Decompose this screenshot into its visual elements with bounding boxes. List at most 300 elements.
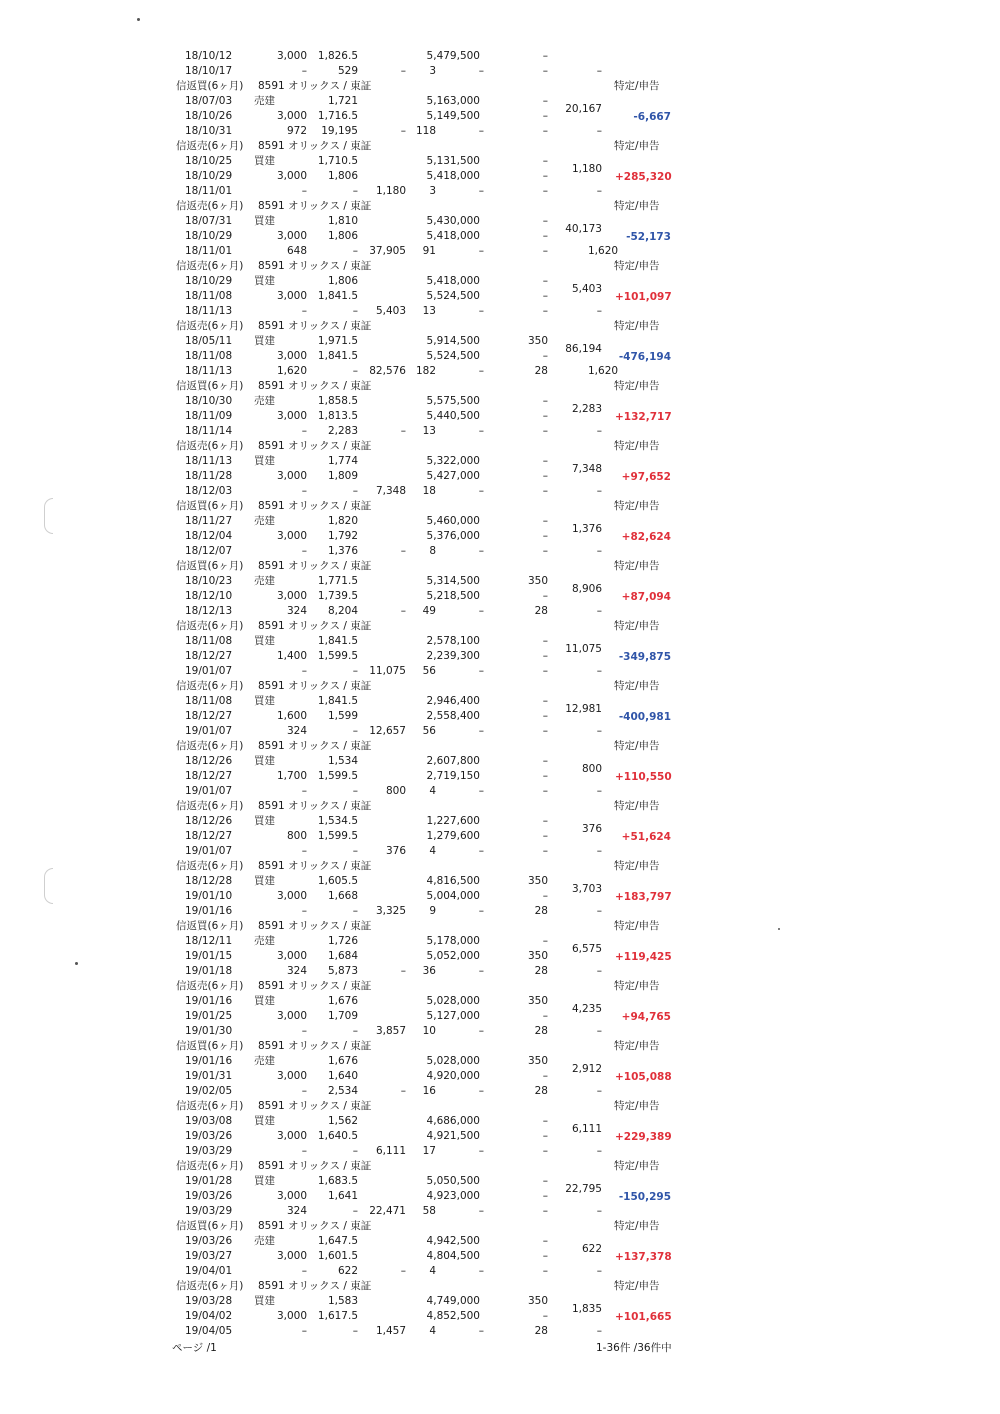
- trade-header-row: [0, 980, 1000, 993]
- table-row: [0, 215, 1000, 228]
- cell-kind: 売建: [254, 575, 275, 587]
- account-type-tag: 特定/申告: [614, 440, 660, 452]
- table-row: [0, 1063, 1000, 1083]
- cell-kind: 買建: [254, 875, 275, 887]
- cell-amt: 5,218,500: [426, 590, 480, 602]
- cost-total-value: 1,835: [571, 1303, 602, 1315]
- trade-type-label: 信返買(6ヶ月): [176, 1220, 244, 1232]
- cell-amt: 5,418,000: [426, 230, 480, 242]
- cost-total-value: 2,283: [571, 403, 602, 415]
- cell-price: 622: [337, 1265, 358, 1277]
- cell-amt: 5,575,500: [426, 395, 480, 407]
- cost-total-value: 6,111: [571, 1123, 602, 1135]
- cell-date: 18/12/03: [185, 485, 233, 497]
- profit-loss-value: +137,378: [615, 1251, 672, 1263]
- cell-date: 18/07/31: [185, 215, 233, 227]
- cost-total-value: 4,235: [571, 1003, 602, 1015]
- cell-fee: –: [542, 305, 548, 317]
- cell-amt: 4,816,500: [426, 875, 480, 887]
- trade-header-row: [0, 1160, 1000, 1173]
- cell-fee: –: [542, 845, 548, 857]
- table-row: [0, 395, 1000, 408]
- cell-date: 18/05/11: [185, 335, 233, 347]
- cell-dash7: –: [596, 1145, 602, 1157]
- cell-fee: –: [542, 245, 548, 257]
- cell-amt: 4,920,000: [426, 1070, 480, 1082]
- cell-small: 182: [415, 365, 436, 377]
- cell-kind: 買建: [254, 155, 275, 167]
- cell-date: 18/11/27: [185, 515, 233, 527]
- cost-total-value: 86,194: [565, 343, 602, 355]
- cell-qty: 1,700: [276, 770, 307, 782]
- account-type-tag: 特定/申告: [614, 740, 660, 752]
- cell-kind: 売建: [254, 515, 275, 527]
- cell-price: –: [352, 905, 358, 917]
- cell-price: 1,647.5: [317, 1235, 358, 1247]
- cell-dash5: –: [478, 245, 484, 257]
- trade-header-row: [0, 1100, 1000, 1113]
- cell-qty: –: [301, 425, 307, 437]
- cell-date: 19/01/28: [185, 1175, 233, 1187]
- cell-amt: 4,804,500: [426, 1250, 480, 1262]
- cell-qty: –: [301, 1085, 307, 1097]
- cell-price: 1,676: [327, 995, 358, 1007]
- cell-fee: –: [542, 170, 548, 182]
- cell-mid: –: [400, 965, 406, 977]
- table-row: [0, 583, 1000, 603]
- cell-small: 4: [429, 785, 436, 797]
- cell-small: 3: [429, 185, 436, 197]
- cell-mid: 82,576: [369, 365, 406, 377]
- cell-date: 18/11/09: [185, 410, 233, 422]
- security-name: 8591 オリックス / 東証: [258, 260, 372, 272]
- cell-price: 1,605.5: [317, 875, 358, 887]
- cell-date: 19/03/27: [185, 1250, 233, 1262]
- cell-fee: –: [542, 395, 548, 407]
- cell-amt: 5,004,000: [426, 890, 480, 902]
- cell-mid: 5,403: [375, 305, 406, 317]
- table-row: [0, 575, 1000, 588]
- security-name: 8591 オリックス / 東証: [258, 560, 372, 572]
- trade-type-label: 信返売(6ヶ月): [176, 740, 244, 752]
- trade-type-label: 信返売(6ヶ月): [176, 1280, 244, 1292]
- trade-header-row: [0, 1220, 1000, 1233]
- cell-fee: –: [542, 110, 548, 122]
- cell-amt: 5,418,000: [426, 275, 480, 287]
- cell-amt: 5,376,000: [426, 530, 480, 542]
- cell-date: 18/10/25: [185, 155, 233, 167]
- cell-fee: 350: [527, 335, 548, 347]
- cell-dash7: –: [596, 1025, 602, 1037]
- cell-fee: 350: [527, 575, 548, 587]
- cell-price: 1,534: [327, 755, 358, 767]
- cell-price: 1,806: [327, 170, 358, 182]
- cell-date: 18/12/28: [185, 875, 233, 887]
- security-name: 8591 オリックス / 東証: [258, 860, 372, 872]
- cell-qty: 3,000: [276, 1130, 307, 1142]
- cell-price: 1,562: [327, 1115, 358, 1127]
- cell-mid: 800: [385, 785, 406, 797]
- cell-small: 49: [422, 605, 436, 617]
- profit-loss-value: +87,094: [621, 591, 671, 603]
- cell-dash5: –: [478, 905, 484, 917]
- cell-qty: –: [301, 485, 307, 497]
- cell-kind: 売建: [254, 1055, 275, 1067]
- trade-header-row: [0, 260, 1000, 273]
- cell-price: 1,820: [327, 515, 358, 527]
- cell-fee: 350: [527, 950, 548, 962]
- cell-small: 58: [422, 1205, 436, 1217]
- trade-type-label: 信返買(6ヶ月): [176, 920, 244, 932]
- cell-qty: 1,400: [276, 650, 307, 662]
- cost-total-value: 1,180: [571, 163, 602, 175]
- cell-kind: 買建: [254, 275, 275, 287]
- cell-price: 1,810: [327, 215, 358, 227]
- cell-fee: –: [542, 755, 548, 767]
- security-name: 8591 オリックス / 東証: [258, 740, 372, 752]
- cell-date: 18/12/27: [185, 650, 233, 662]
- cell-fee: –: [542, 1205, 548, 1217]
- cell-qty: –: [301, 1025, 307, 1037]
- cell-dash7: –: [596, 665, 602, 677]
- cell-fee: –: [542, 125, 548, 137]
- table-row: [0, 1235, 1000, 1248]
- cell-fee: 28: [534, 1025, 548, 1037]
- cell-price: 1,599: [327, 710, 358, 722]
- cell-qty: –: [301, 1145, 307, 1157]
- cell-amt: 5,418,000: [426, 170, 480, 182]
- profit-loss-value: -6,667: [633, 111, 671, 123]
- cell-mid: –: [400, 605, 406, 617]
- table-row: [0, 163, 1000, 183]
- table-row: [0, 845, 1000, 858]
- cost-total-value: 7,348: [571, 463, 602, 475]
- table-row: [0, 95, 1000, 108]
- cell-amt: 5,028,000: [426, 1055, 480, 1067]
- cell-date: 19/01/16: [185, 995, 233, 1007]
- profit-loss-value: +183,797: [615, 891, 672, 903]
- cell-amt: 5,028,000: [426, 995, 480, 1007]
- cell-mid: 22,471: [369, 1205, 406, 1217]
- cell-dash7: –: [596, 1205, 602, 1217]
- cell-fee: –: [542, 1115, 548, 1127]
- table-row: [0, 883, 1000, 903]
- cell-small: 17: [422, 1145, 436, 1157]
- table-row: [0, 1115, 1000, 1128]
- cell-fee: –: [542, 695, 548, 707]
- cell-date: 18/12/27: [185, 710, 233, 722]
- cell-fee: –: [542, 95, 548, 107]
- cell-date: 18/12/11: [185, 935, 233, 947]
- cell-price: 19,195: [321, 125, 358, 137]
- cell-price: –: [352, 725, 358, 737]
- cell-fee: –: [542, 1190, 548, 1202]
- table-row: [0, 425, 1000, 438]
- cell-price: 1,739.5: [317, 590, 358, 602]
- security-name: 8591 オリックス / 東証: [258, 1220, 372, 1232]
- cell-price: 1,710.5: [317, 155, 358, 167]
- account-type-tag: 特定/申告: [614, 320, 660, 332]
- cell-amt: 1,279,600: [426, 830, 480, 842]
- cell-date: 18/12/04: [185, 530, 233, 542]
- cell-fee: –: [542, 1175, 548, 1187]
- cell-amt: 2,239,300: [426, 650, 480, 662]
- cell-price: 1,668: [327, 890, 358, 902]
- cell-price: –: [352, 1025, 358, 1037]
- cell-qty: 3,000: [276, 1250, 307, 1262]
- table-row: [0, 1145, 1000, 1158]
- cell-small: 3: [429, 65, 436, 77]
- table-row: [0, 515, 1000, 528]
- table-row: [0, 943, 1000, 963]
- cell-fee: –: [542, 530, 548, 542]
- table-row: [0, 1003, 1000, 1023]
- account-type-tag: 特定/申告: [614, 980, 660, 992]
- cell-dash5: –: [478, 365, 484, 377]
- profit-loss-value: +119,425: [615, 951, 672, 963]
- cell-kind: 売建: [254, 935, 275, 947]
- cell-qty: 324: [286, 605, 307, 617]
- account-type-tag: 特定/申告: [614, 1280, 660, 1292]
- cell-date: 19/04/05: [185, 1325, 233, 1337]
- cell-amt: 4,942,500: [426, 1235, 480, 1247]
- cell-fee: –: [542, 215, 548, 227]
- trade-type-label: 信返売(6ヶ月): [176, 1160, 244, 1172]
- cell-fee: –: [542, 935, 548, 947]
- cell-date: 18/11/13: [185, 365, 233, 377]
- cell-price: 1,774: [327, 455, 358, 467]
- profit-loss-value: +101,097: [615, 291, 672, 303]
- cell-fee: –: [542, 830, 548, 842]
- table-row: [0, 403, 1000, 423]
- cell-fee: –: [542, 470, 548, 482]
- cell-kind: 売建: [254, 1235, 275, 1247]
- cell-kind: 買建: [254, 635, 275, 647]
- cell-price: 1,841.5: [317, 695, 358, 707]
- cell-date: 18/10/29: [185, 170, 233, 182]
- trade-type-label: 信返買(6ヶ月): [176, 560, 244, 572]
- cell-amt: 5,322,000: [426, 455, 480, 467]
- trade-type-label: 信返売(6ヶ月): [176, 980, 244, 992]
- cell-amt: 2,946,400: [426, 695, 480, 707]
- cell-date: 19/03/26: [185, 1190, 233, 1202]
- table-row: [0, 65, 1000, 78]
- account-type-tag: 特定/申告: [614, 200, 660, 212]
- cell-price: 1,617.5: [317, 1310, 358, 1322]
- cell-date: 19/01/31: [185, 1070, 233, 1082]
- profit-loss-value: -349,875: [618, 651, 671, 663]
- cell-fee: –: [542, 590, 548, 602]
- cell-qty: 3,000: [276, 950, 307, 962]
- trade-header-row: [0, 680, 1000, 693]
- cell-fee: 28: [534, 365, 548, 377]
- cost-total-value: 376: [581, 823, 602, 835]
- cell-price: 1,721: [327, 95, 358, 107]
- cell-dash7: –: [596, 65, 602, 77]
- profit-loss-value: -150,295: [618, 1191, 671, 1203]
- trade-type-label: 信返売(6ヶ月): [176, 260, 244, 272]
- cell-date: 19/01/07: [185, 725, 233, 737]
- cell-kind: 買建: [254, 1175, 275, 1187]
- cost-total-value: 40,173: [565, 223, 602, 235]
- cell-price: 1,716.5: [317, 110, 358, 122]
- cell-date: 19/01/15: [185, 950, 233, 962]
- cell-fee: 28: [534, 905, 548, 917]
- cell-price: 1,971.5: [317, 335, 358, 347]
- cell-mid: 37,905: [369, 245, 406, 257]
- cell-amt: 5,052,000: [426, 950, 480, 962]
- cell-amt: 4,852,500: [426, 1310, 480, 1322]
- cell-dash5: –: [478, 185, 484, 197]
- cell-fee: –: [542, 485, 548, 497]
- cell-date: 18/10/23: [185, 575, 233, 587]
- table-row: [0, 695, 1000, 708]
- trade-header-row: [0, 560, 1000, 573]
- cell-date: 19/01/07: [185, 785, 233, 797]
- cell-price: –: [352, 485, 358, 497]
- cell-price: 1,683.5: [317, 1175, 358, 1187]
- cell-small: 4: [429, 845, 436, 857]
- cell-price: 1,806: [327, 230, 358, 242]
- account-type-tag: 特定/申告: [614, 860, 660, 872]
- account-type-tag: 特定/申告: [614, 1040, 660, 1052]
- cell-price: 1,583: [327, 1295, 358, 1307]
- security-name: 8591 オリックス / 東証: [258, 980, 372, 992]
- cell-price: 1,841.5: [317, 350, 358, 362]
- cell-amt: 5,479,500: [426, 50, 480, 62]
- cell-qty: 324: [286, 725, 307, 737]
- cell-mid: –: [400, 1085, 406, 1097]
- cell-price: 1,771.5: [317, 575, 358, 587]
- table-row: [0, 335, 1000, 348]
- cell-small: 18: [422, 485, 436, 497]
- cell-qty: 648: [286, 245, 307, 257]
- table-row: [0, 455, 1000, 468]
- cell-dash5: –: [478, 1145, 484, 1157]
- cell-date: 19/02/05: [185, 1085, 233, 1097]
- trade-header-row: [0, 740, 1000, 753]
- cell-mid: –: [400, 65, 406, 77]
- cell-fee: –: [542, 350, 548, 362]
- table-row: [0, 1175, 1000, 1188]
- table-row: [0, 50, 1000, 63]
- cell-mid: 1,180: [375, 185, 406, 197]
- account-type-tag: 特定/申告: [614, 1100, 660, 1112]
- cell-qty: 324: [286, 1205, 307, 1217]
- cell-small: 8: [429, 545, 436, 557]
- cell-date: 18/11/01: [185, 245, 233, 257]
- cell-fee: –: [542, 665, 548, 677]
- cell-dash7: –: [596, 1265, 602, 1277]
- cell-price: 8,204: [327, 605, 358, 617]
- cell-kind: 買建: [254, 1295, 275, 1307]
- cell-kind: 買建: [254, 335, 275, 347]
- cell-fee: –: [542, 1250, 548, 1262]
- cell-fee: –: [542, 50, 548, 62]
- trade-type-label: 信返買(6ヶ月): [176, 380, 244, 392]
- cell-qty: –: [301, 665, 307, 677]
- cell-qty: 3,000: [276, 530, 307, 542]
- cell-mid: 376: [385, 845, 406, 857]
- security-name: 8591 オリックス / 東証: [258, 920, 372, 932]
- cell-amt: 5,524,500: [426, 350, 480, 362]
- cell-date: 18/11/01: [185, 185, 233, 197]
- cell-fee: 28: [534, 965, 548, 977]
- cell-date: 18/12/10: [185, 590, 233, 602]
- cell-price: 1,641: [327, 1190, 358, 1202]
- security-name: 8591 オリックス / 東証: [258, 80, 372, 92]
- cell-mid: 1,457: [375, 1325, 406, 1337]
- cell-date: 19/03/08: [185, 1115, 233, 1127]
- cell-fee: –: [542, 515, 548, 527]
- cell-amt: 5,050,500: [426, 1175, 480, 1187]
- cell-amt: 5,163,000: [426, 95, 480, 107]
- cell-price: 1,534.5: [317, 815, 358, 827]
- trade-header-row: [0, 320, 1000, 333]
- trade-header-row: [0, 1280, 1000, 1293]
- cell-date: 19/01/07: [185, 665, 233, 677]
- cost-total-value: 20,167: [565, 103, 602, 115]
- cell-amt: 4,921,500: [426, 1130, 480, 1142]
- cell-date: 18/10/29: [185, 230, 233, 242]
- cell-fee: 350: [527, 1055, 548, 1067]
- cell-qty: 3,000: [276, 410, 307, 422]
- security-name: 8591 オリックス / 東証: [258, 200, 372, 212]
- cell-amt: 5,131,500: [426, 155, 480, 167]
- table-row: [0, 1085, 1000, 1098]
- cell-small: 16: [422, 1085, 436, 1097]
- cell-qty: –: [301, 185, 307, 197]
- cell-qty: 3,000: [276, 890, 307, 902]
- profit-loss-value: -52,173: [626, 231, 671, 243]
- cell-date: 19/03/26: [185, 1130, 233, 1142]
- cell-date: 19/01/25: [185, 1010, 233, 1022]
- table-row: [0, 245, 1000, 258]
- cell-small: 56: [422, 665, 436, 677]
- cell-mid: 3,857: [375, 1025, 406, 1037]
- cell-price: 1,640.5: [317, 1130, 358, 1142]
- table-row: [0, 103, 1000, 123]
- cell-small: 4: [429, 1265, 436, 1277]
- cell-mid: 11,075: [369, 665, 406, 677]
- table-row: [0, 1205, 1000, 1218]
- cell-mid: –: [400, 425, 406, 437]
- table-row: [0, 725, 1000, 738]
- cell-fee: –: [542, 410, 548, 422]
- trade-type-label: 信返売(6ヶ月): [176, 800, 244, 812]
- cell-fee: –: [542, 275, 548, 287]
- trade-type-label: 信返買(6ヶ月): [176, 80, 244, 92]
- cell-fee: 350: [527, 875, 548, 887]
- cell-fee: –: [542, 770, 548, 782]
- cell-amt: 5,178,000: [426, 935, 480, 947]
- table-row: [0, 365, 1000, 378]
- cell-date: 19/01/16: [185, 1055, 233, 1067]
- cell-fee: –: [542, 545, 548, 557]
- cell-mid: –: [400, 125, 406, 137]
- table-row: [0, 935, 1000, 948]
- table-row: [0, 305, 1000, 318]
- cell-dash7: –: [596, 605, 602, 617]
- cell-date: 19/01/16: [185, 905, 233, 917]
- cost-total-value: 8,906: [571, 583, 602, 595]
- cell-amt: 5,460,000: [426, 515, 480, 527]
- cell-dash7: –: [596, 905, 602, 917]
- cell-date: 18/12/26: [185, 755, 233, 767]
- account-type-tag: 特定/申告: [614, 380, 660, 392]
- table-row: [0, 545, 1000, 558]
- cell-fee: –: [542, 1145, 548, 1157]
